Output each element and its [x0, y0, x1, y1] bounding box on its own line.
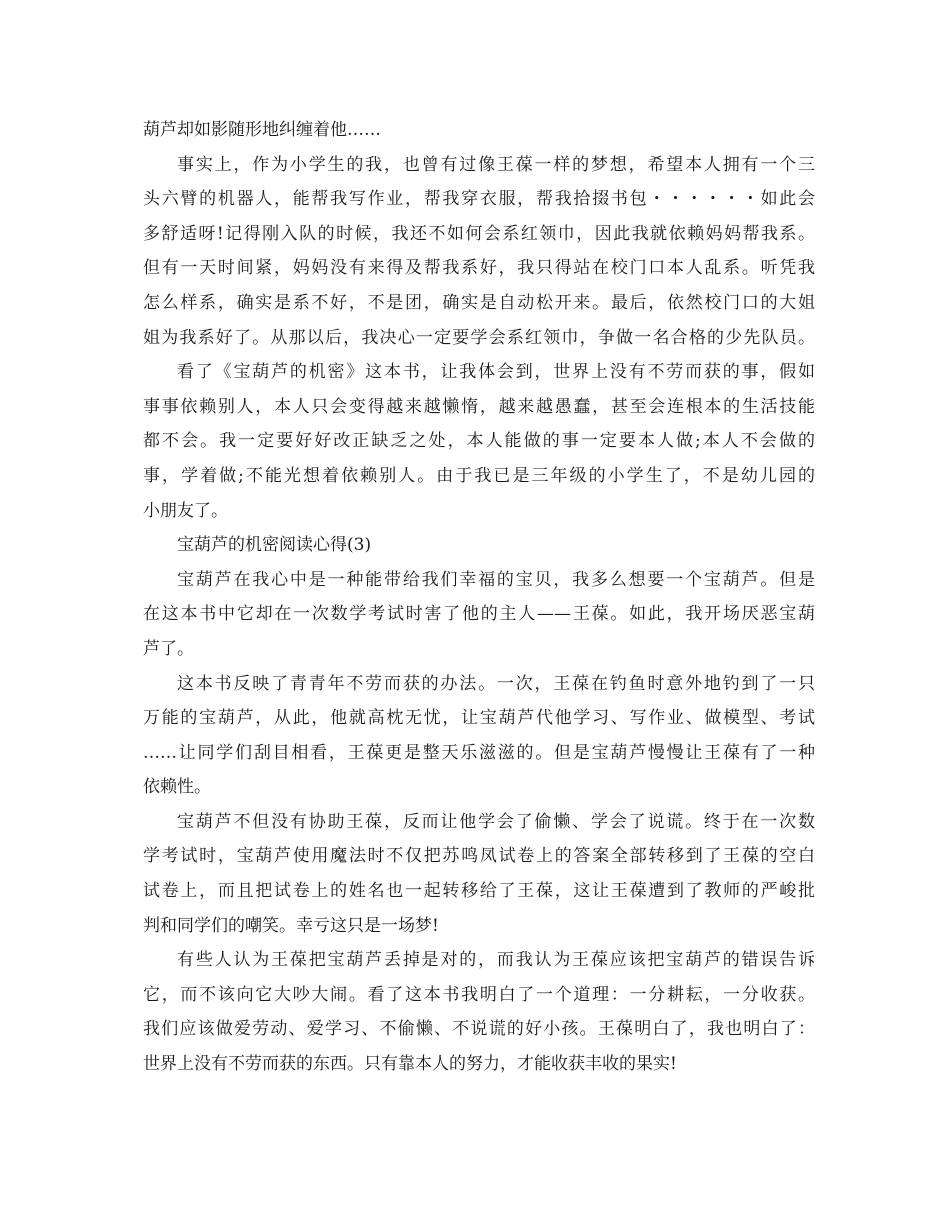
text-line: 我们应该做爱劳动、爱学习、不偷懒、不说谎的好小孩。王葆明白了，我也明白了：	[143, 1019, 815, 1040]
text-line: 葫芦却如影随形地纠缠着他……	[143, 120, 381, 140]
text-line: 头六臂的机器人，能帮我写作业，帮我穿衣服，帮我拾掇书包・・・・・・如此会	[143, 189, 815, 210]
text-line: 判和同学们的嘲笑。幸亏这只是一场梦!	[143, 915, 439, 936]
text-line: 事事依赖别人，本人只会变得越来越懒惰，越来越愚蠢，甚至会连根本的生活技能	[143, 396, 815, 417]
text-line: 宝葫芦不但没有协助王葆，反而让他学会了偷懒、学会了说谎。终于在一次数	[177, 811, 815, 832]
text-line: 小朋友了。	[143, 500, 228, 521]
text-line: 依赖性。	[143, 777, 211, 798]
text-line: ……让同学们刮目相看，王葆更是整天乐滋滋的。但是宝葫芦慢慢让王葆有了一种	[143, 742, 815, 763]
text-line: 这本书反映了青青年不劳而获的办法。一次，王葆在钓鱼时意外地钓到了一只	[177, 673, 815, 694]
text-line: 试卷上，而且把试卷上的姓名也一起转移给了王葆，这让王葆遭到了教师的严峻批	[143, 881, 815, 902]
text-line: 事，学着做;不能光想着依赖别人。由于我已是三年级的小学生了，不是幼儿园的	[143, 465, 815, 486]
text-line: 在这本书中它却在一次数学考试时害了他的主人——王葆。如此，我开场厌恶宝葫	[143, 604, 815, 625]
text-line: 学考试时，宝葫芦使用魔法时不仅把苏鸣凤试卷上的答案全部转移到了王葆的空白	[143, 846, 815, 867]
text-line: 多舒适呀!记得刚入队的时候，我还不如何会系红领巾，因此我就依赖妈妈帮我系。	[143, 223, 815, 244]
text-line: 有些人认为王葆把宝葫芦丢掉是对的，而我认为王葆应该把宝葫芦的错误告诉	[177, 950, 815, 971]
text-line: 看了《宝葫芦的机密》这本书，让我体会到，世界上没有不劳而获的事，假如	[177, 362, 815, 383]
document-page	[143, 113, 815, 1082]
text-line: 万能的宝葫芦，从此，他就高枕无忧，让宝葫芦代他学习、写作业、做模型、考试	[143, 708, 815, 729]
text-line: 它，而不该向它大吵大闹。看了这本书我明白了一个道理：一分耕耘，一分收获。	[143, 984, 815, 1005]
text-line: 怎么样系，确实是系不好，不是团，确实是自动松开来。最后，依然校门口的大姐	[143, 292, 815, 313]
text-line: 世界上没有不劳而获的东西。只有靠本人的努力，才能收获丰收的果实!	[143, 1054, 677, 1075]
text-line: 都不会。我一定要好好改正缺乏之处，本人能做的事一定要本人做;本人不会做的	[143, 431, 815, 452]
text-line: 事实上，作为小学生的我，也曾有过像王葆一样的梦想，希望本人拥有一个三	[177, 154, 815, 175]
text-line: 姐为我系好了。从那以后，我决心一定要学会系红领巾，争做一名合格的少先队员。	[143, 327, 815, 348]
text-line: 宝葫芦在我心中是一种能带给我们幸福的宝贝，我多么想要一个宝葫芦。但是	[177, 569, 815, 590]
text-line: 宝葫芦的机密阅读心得(3)	[177, 535, 372, 556]
text-line: 芦了。	[143, 638, 194, 659]
text-line: 但有一天时间紧，妈妈没有来得及帮我系好，我只得站在校门口本人乱系。听凭我	[143, 258, 815, 279]
